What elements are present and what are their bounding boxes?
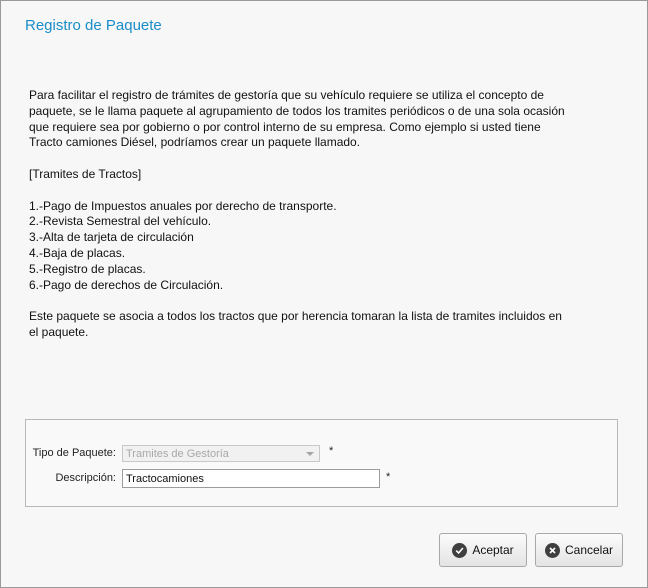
descripcion-input[interactable] xyxy=(122,469,380,488)
description-text xyxy=(29,88,619,341)
intro-line: que requiere sea por gobierno o por control interno de su empresa. Como ejemplo si usted tiene xyxy=(29,119,541,134)
accept-button[interactable] xyxy=(439,533,527,567)
intro-line: paquete, se le llama paquete al agrupamiento de todos los tramites periódicos o de una sola ocasión xyxy=(29,103,565,118)
step-item: 2.-Revista Semestral del vehículo. xyxy=(29,214,212,229)
closing-line: Este paquete se asocia a todos los tractos que por herencia tomaran la lista de tramites incluidos en xyxy=(29,309,562,324)
step-item: 1.-Pago de Impuestos anuales por derecho de transporte. xyxy=(29,198,337,213)
tipo-paquete-label: Tipo de Paquete: xyxy=(32,447,116,459)
step-item: 4.-Baja de placas. xyxy=(29,245,126,260)
cancel-button-label: Cancelar xyxy=(564,543,614,557)
step-item: 5.-Registro de placas. xyxy=(29,261,146,276)
cancel-button[interactable] xyxy=(535,533,623,567)
accept-button-label: Aceptar xyxy=(472,543,514,557)
x-circle-icon xyxy=(545,543,560,558)
tipo-paquete-value: Tramites de Gestoría xyxy=(126,448,229,460)
required-marker: * xyxy=(329,445,334,457)
tipo-paquete-select xyxy=(122,445,320,462)
intro-line: Tracto camiones Diésel, podríamos crear un paquete llamado. xyxy=(29,135,361,150)
chevron-down-icon xyxy=(306,452,314,456)
check-circle-icon xyxy=(452,543,467,558)
step-item: 3.-Alta de tarjeta de circulación xyxy=(29,230,194,245)
step-item: 6.-Pago de derechos de Circulación. xyxy=(29,277,224,292)
form-panel xyxy=(25,419,618,507)
descripcion-label: Descripción: xyxy=(55,472,116,484)
dialog-title: Registro de Paquete xyxy=(25,17,162,34)
required-marker: * xyxy=(386,471,391,483)
closing-line: el paquete. xyxy=(29,324,89,339)
example-heading: [Tramites de Tractos] xyxy=(29,166,142,181)
intro-line: Para facilitar el registro de trámites de gestoría que su vehículo requiere se utiliza el concepto de xyxy=(29,88,544,102)
